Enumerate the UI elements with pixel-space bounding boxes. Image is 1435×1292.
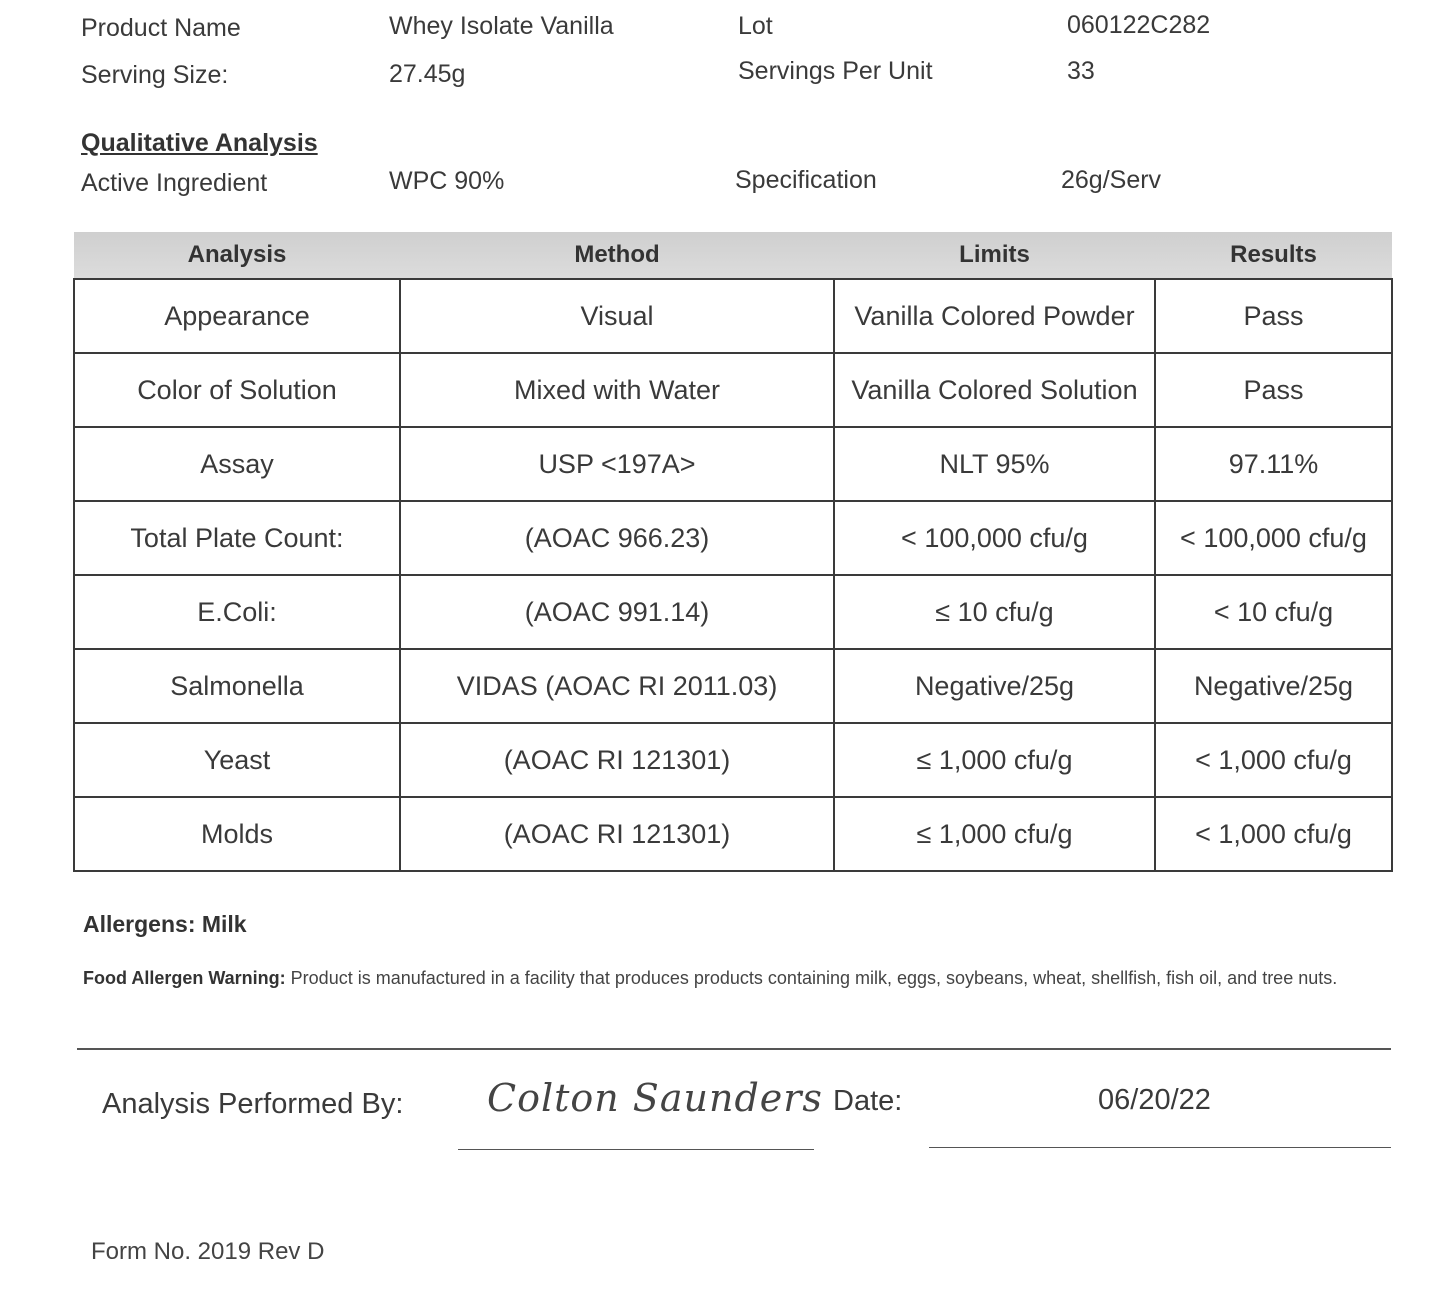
results-cell: Negative/25g — [1155, 649, 1392, 723]
method-cell: VIDAS (AOAC RI 2011.03) — [400, 649, 834, 723]
performed-by-label: Analysis Performed By: — [102, 1088, 404, 1120]
analysis-cell: Yeast — [74, 723, 400, 797]
active-ingredient-value: WPC 90% — [389, 167, 505, 195]
table-row — [74, 353, 1392, 427]
column-header-results: Results — [1155, 232, 1392, 279]
table-header-row — [74, 232, 1392, 279]
allergens-label: Allergens: Milk — [83, 911, 247, 937]
warning-label: Food Allergen Warning: — [83, 968, 286, 988]
limits-cell: < 100,000 cfu/g — [834, 501, 1155, 575]
limits-cell: ≤ 1,000 cfu/g — [834, 723, 1155, 797]
limits-cell: NLT 95% — [834, 427, 1155, 501]
table-row — [74, 575, 1392, 649]
limits-cell: Vanilla Colored Powder — [834, 279, 1155, 353]
lot-label: Lot — [738, 12, 773, 40]
limits-cell: Negative/25g — [834, 649, 1155, 723]
servings-per-unit-value: 33 — [1067, 57, 1095, 85]
table-row — [74, 723, 1392, 797]
lot-value: 060122C282 — [1067, 11, 1211, 39]
specification-value: 26g/Serv — [1061, 166, 1162, 194]
table-row — [74, 279, 1392, 353]
serving-size-value: 27.45g — [389, 60, 466, 88]
analysis-cell: E.Coli: — [74, 575, 400, 649]
analysis-cell: Assay — [74, 427, 400, 501]
method-cell: (AOAC 991.14) — [400, 575, 834, 649]
product-name-label: Product Name — [81, 14, 241, 42]
analysis-table — [73, 232, 1393, 872]
results-cell: < 1,000 cfu/g — [1155, 797, 1392, 871]
product-name-value: Whey Isolate Vanilla — [389, 12, 614, 40]
food-allergen-warning — [83, 965, 1393, 992]
form-number: Form No. 2019 Rev D — [91, 1238, 325, 1265]
warning-text: Product is manufactured in a facility that produces products containing milk, eggs, soybeans, wheat, shellfish, fish oil, and tree nuts. — [290, 968, 1338, 988]
specification-label: Specification — [735, 166, 877, 194]
column-header-analysis: Analysis — [74, 232, 400, 279]
date-value: 06/20/22 — [1098, 1084, 1211, 1116]
servings-per-unit-label: Servings Per Unit — [738, 57, 933, 85]
column-header-limits: Limits — [834, 232, 1155, 279]
analysis-cell: Color of Solution — [74, 353, 400, 427]
results-cell: Pass — [1155, 353, 1392, 427]
qualitative-analysis-title: Qualitative Analysis — [81, 129, 318, 157]
serving-size-label: Serving Size: — [81, 61, 229, 89]
analysis-cell: Total Plate Count: — [74, 501, 400, 575]
results-cell: < 1,000 cfu/g — [1155, 723, 1392, 797]
divider-line — [77, 1048, 1391, 1050]
results-cell: < 10 cfu/g — [1155, 575, 1392, 649]
limits-cell: Vanilla Colored Solution — [834, 353, 1155, 427]
analysis-cell: Salmonella — [74, 649, 400, 723]
column-header-method: Method — [400, 232, 834, 279]
results-cell: Pass — [1155, 279, 1392, 353]
method-cell: USP <197A> — [400, 427, 834, 501]
limits-cell: ≤ 10 cfu/g — [834, 575, 1155, 649]
signature-line — [458, 1149, 814, 1150]
active-ingredient-label: Active Ingredient — [81, 169, 268, 197]
method-cell: Visual — [400, 279, 834, 353]
limits-cell: ≤ 1,000 cfu/g — [834, 797, 1155, 871]
results-cell: < 100,000 cfu/g — [1155, 501, 1392, 575]
results-cell: 97.11% — [1155, 427, 1392, 501]
table-row — [74, 797, 1392, 871]
analyst-signature: Colton Saunders — [487, 1076, 823, 1120]
table-row — [74, 427, 1392, 501]
table-row — [74, 501, 1392, 575]
analysis-cell: Appearance — [74, 279, 400, 353]
method-cell: (AOAC RI 121301) — [400, 723, 834, 797]
analysis-cell: Molds — [74, 797, 400, 871]
method-cell: Mixed with Water — [400, 353, 834, 427]
table-row — [74, 649, 1392, 723]
date-line — [929, 1147, 1391, 1148]
method-cell: (AOAC 966.23) — [400, 501, 834, 575]
date-label: Date: — [833, 1085, 903, 1117]
method-cell: (AOAC RI 121301) — [400, 797, 834, 871]
